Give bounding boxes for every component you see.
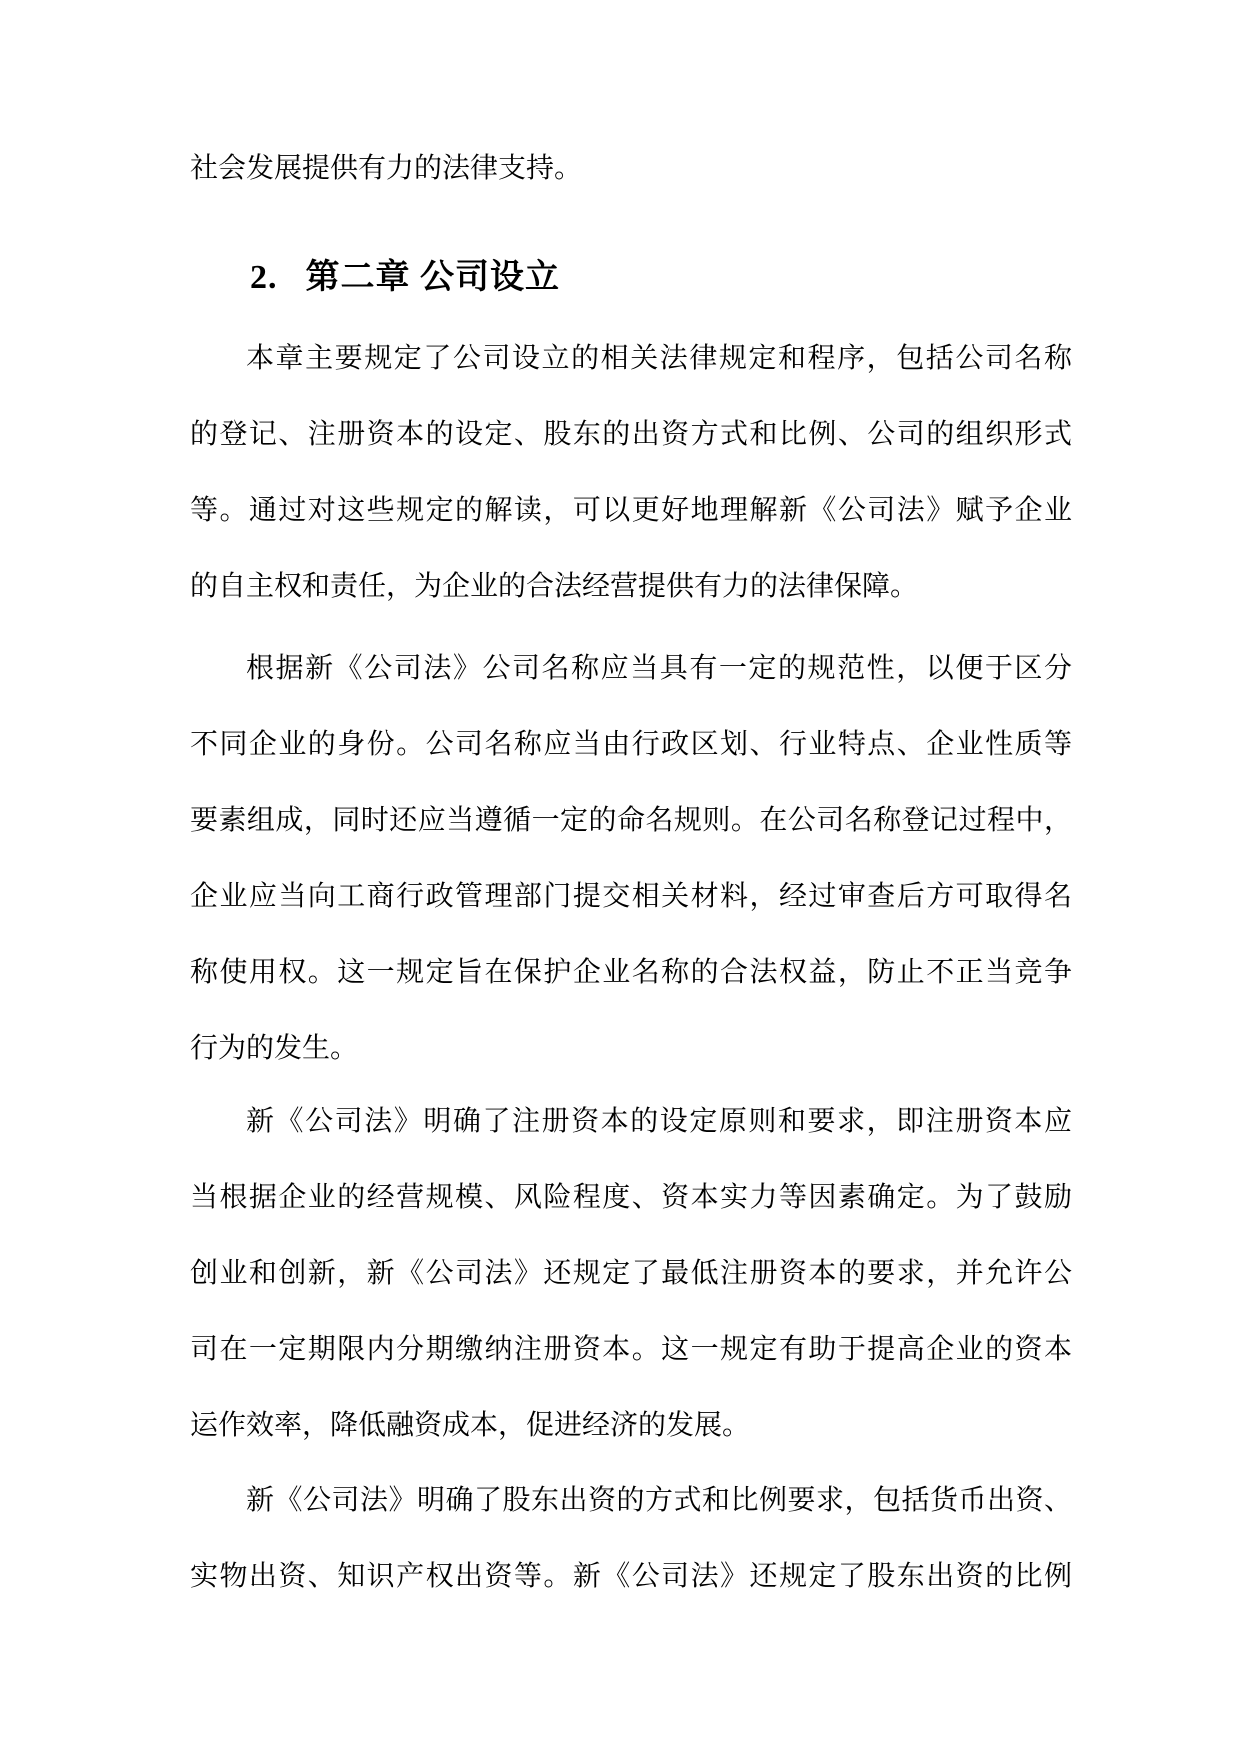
text-line: 司在一定期限内分期缴纳注册资本。这一规定有助于提高企业的资本 bbox=[190, 1334, 1072, 1365]
text-line: 运作效率，降低融资成本，促进经济的发展。 bbox=[190, 1410, 751, 1441]
text-line: 称使用权。这一规定旨在保护企业名称的合法权益，防止不正当竞争 bbox=[190, 957, 1072, 988]
document-text-block bbox=[190, 0, 1072, 1754]
heading-number: 2. bbox=[250, 259, 278, 296]
text-line: 等。通过对这些规定的解读，可以更好地理解新《公司法》赋予企业 bbox=[190, 495, 1072, 526]
text-line: 实物出资、知识产权出资等。新《公司法》还规定了股东出资的比例 bbox=[190, 1561, 1072, 1592]
text-line: 本章主要规定了公司设立的相关法律规定和程序，包括公司名称 bbox=[246, 343, 1072, 374]
text-line: 新《公司法》明确了股东出资的方式和比例要求，包括货币出资、 bbox=[246, 1485, 1072, 1516]
text-line: 的自主权和责任，为企业的合法经营提供有力的法律保障。 bbox=[190, 571, 919, 602]
section-heading bbox=[250, 253, 560, 303]
text-line: 根据新《公司法》公司名称应当具有一定的规范性，以便于区分 bbox=[246, 653, 1072, 684]
text-line: 新《公司法》明确了注册资本的设定原则和要求，即注册资本应 bbox=[246, 1106, 1072, 1137]
text-line: 当根据企业的经营规模、风险程度、资本实力等因素确定。为了鼓励 bbox=[190, 1182, 1072, 1213]
text-line: 的登记、注册资本的设定、股东的出资方式和比例、公司的组织形式 bbox=[190, 419, 1072, 450]
text-line: 创业和创新，新《公司法》还规定了最低注册资本的要求，并允许公 bbox=[190, 1258, 1072, 1289]
paragraph bbox=[190, 1463, 1072, 1615]
trailing-paragraph-line: 社会发展提供有力的法律支持。 bbox=[190, 153, 583, 184]
heading-title: 第二章 公司设立 bbox=[305, 259, 560, 296]
text-line: 企业应当向工商行政管理部门提交相关材料，经过审查后方可取得名 bbox=[190, 881, 1072, 912]
text-line: 行为的发生。 bbox=[190, 1033, 359, 1064]
text-line: 要素组成，同时还应当遵循一定的命名规则。在公司名称登记过程中， bbox=[190, 805, 1072, 836]
text-line: 不同企业的身份。公司名称应当由行政区划、行业特点、企业性质等 bbox=[190, 729, 1072, 760]
paragraph bbox=[190, 631, 1072, 1087]
paragraph bbox=[190, 321, 1072, 625]
paragraph bbox=[190, 1084, 1072, 1464]
